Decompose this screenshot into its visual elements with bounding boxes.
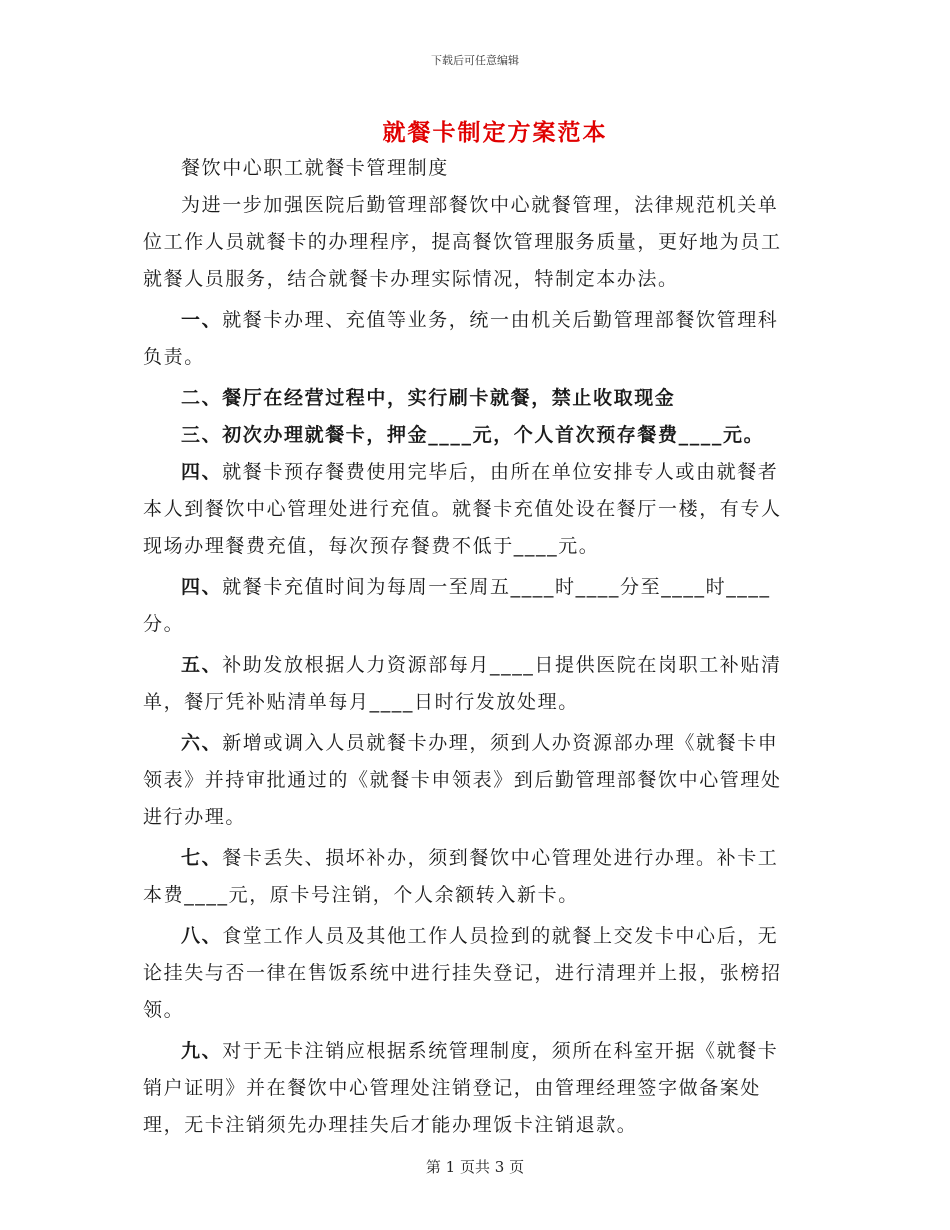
paragraph-lead: 七、 bbox=[181, 847, 223, 869]
paragraph-item-3 bbox=[143, 417, 798, 454]
paragraph-item-9 bbox=[143, 1033, 798, 1144]
page-header-note: 下载后可任意编辑 bbox=[431, 54, 519, 67]
paragraph-text: 补助发放根据人力资源部每月____日提供医院在岗职工补贴清单，餐厅凭补贴清单每月____日时行发放处理。 bbox=[143, 654, 782, 713]
paragraph-lead: 一、 bbox=[181, 309, 223, 331]
paragraph-text: 就餐卡预存餐费使用完毕后，由所在单位安排专人或由就餐者本人到餐饮中心管理处进行充值。就餐卡充值处设在餐厅一楼，有专人现场办理餐费充值，每次预存餐费不低于____元。 bbox=[143, 461, 782, 557]
paragraph-text: 对于无卡注销应根据系统管理制度，须所在科室开据《就餐卡销户证明》并在餐饮中心管理处注销登记，由管理经理签字做备案处理，无卡注销须先办理挂失后才能办理饭卡注销退款。 bbox=[143, 1040, 779, 1136]
paragraph-lead: 六、 bbox=[181, 732, 223, 754]
paragraph-lead: 四、 bbox=[181, 461, 223, 483]
paragraph-item-4 bbox=[143, 454, 798, 565]
paragraph-item-1 bbox=[143, 302, 798, 376]
document-body bbox=[143, 150, 798, 1144]
paragraph-lead: 九、 bbox=[181, 1040, 223, 1062]
paragraph-text: 食堂工作人员及其他工作人员捡到的就餐上交发卡中心后，无论挂失与否一律在售饭系统中进行挂失登记，进行清理并上报，张榜招领。 bbox=[143, 925, 782, 1021]
paragraph-lead: 四、 bbox=[181, 576, 223, 598]
paragraph-item-6 bbox=[143, 725, 798, 836]
paragraph-lead: 五、 bbox=[181, 654, 223, 676]
paragraph-text: 餐饮中心职工就餐卡管理制度 bbox=[181, 157, 449, 179]
page-number: 第 1 页共 3 页 bbox=[425, 1158, 525, 1176]
paragraph-item-4b bbox=[143, 569, 798, 643]
paragraph-item-8 bbox=[143, 918, 798, 1029]
paragraph-item-2 bbox=[143, 380, 798, 417]
paragraph-subtitle bbox=[143, 150, 798, 187]
paragraph-text: 就餐卡办理、充值等业务，统一由机关后勤管理部餐饮管理科负责。 bbox=[143, 309, 779, 368]
paragraph-text: 为进一步加强医院后勤管理部餐饮中心就餐管理，法律规范机关单位工作人员就餐卡的办理程序，提高餐饮管理服务质量，更好地为员工就餐人员服务，结合就餐卡办理实际情况，特制定本办法。 bbox=[143, 194, 782, 290]
paragraph-text: 二、餐厅在经营过程中，实行刷卡就餐，禁止收取现金 bbox=[181, 387, 676, 409]
paragraph-lead: 八、 bbox=[181, 925, 223, 947]
paragraph-intro bbox=[143, 187, 798, 298]
paragraph-item-7 bbox=[143, 840, 798, 914]
paragraph-text: 就餐卡充值时间为每周一至周五____时____分至____时____分。 bbox=[143, 576, 771, 635]
paragraph-item-5 bbox=[143, 647, 798, 721]
paragraph-text: 新增或调入人员就餐卡办理，须到人办资源部办理《就餐卡申领表》并持审批通过的《就餐卡申领表》到后勤管理部餐饮中心管理处进行办理。 bbox=[143, 732, 782, 828]
document-title: 就餐卡制定方案范本 bbox=[382, 119, 608, 146]
paragraph-text: 餐卡丢失、损坏补办，须到餐饮中心管理处进行办理。补卡工本费____元，原卡号注销，个人余额转入新卡。 bbox=[143, 847, 779, 906]
paragraph-text: 三、初次办理就餐卡，押金____元，个人首次预存餐费____元。 bbox=[181, 424, 765, 446]
